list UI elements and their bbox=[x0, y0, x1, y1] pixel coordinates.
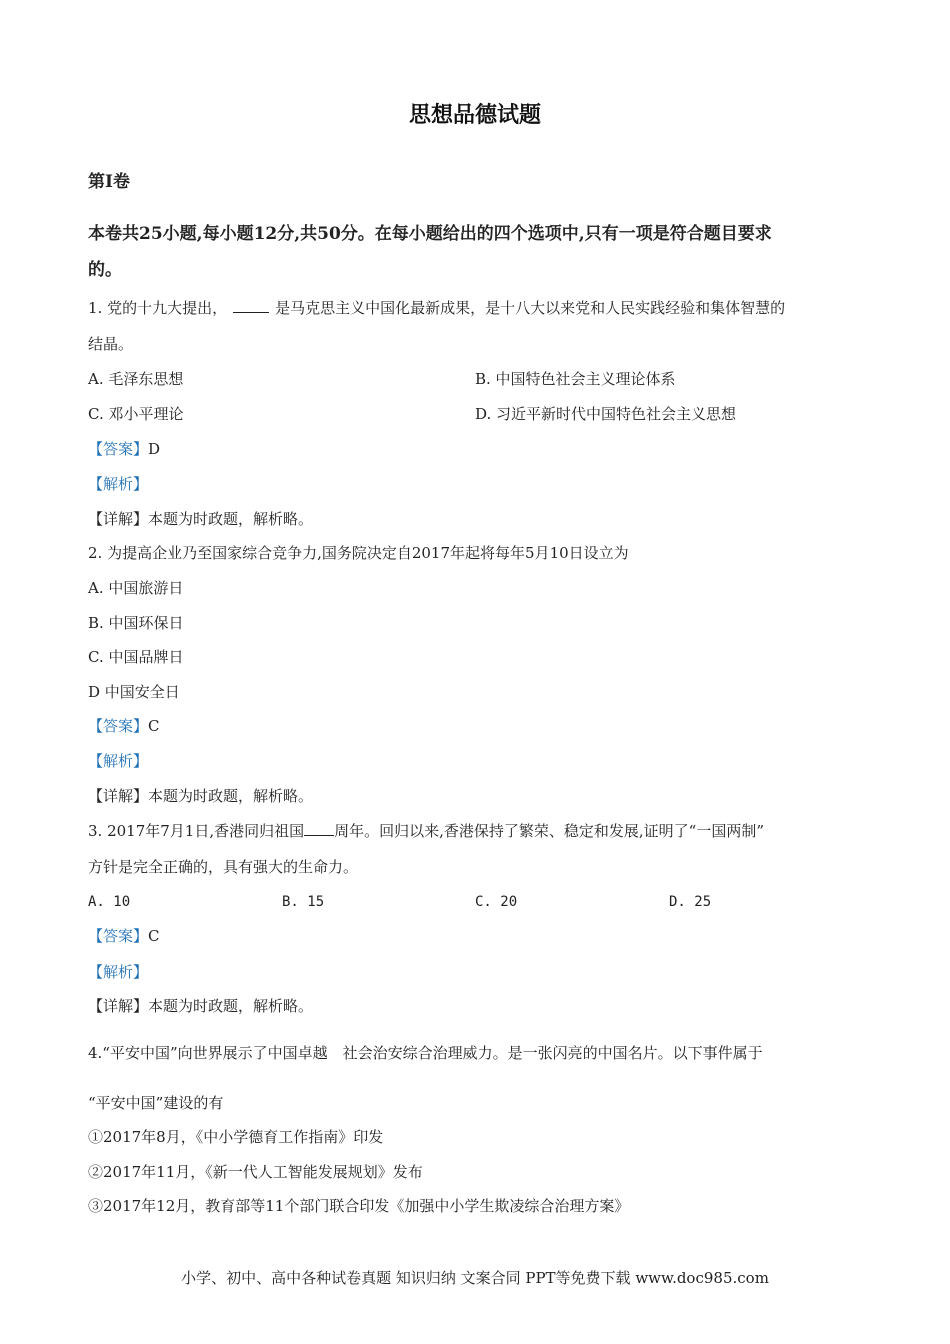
q4-stem-line-2: “平安中国”建设的有 bbox=[88, 1094, 224, 1112]
q3-stem-line-1 bbox=[88, 821, 764, 841]
q1-option-d: D. 习近平新时代中国特色社会主义思想 bbox=[475, 405, 737, 423]
q3-answer-value: C bbox=[148, 927, 160, 945]
q1-answer-label: 【答案】 bbox=[88, 440, 149, 458]
q3-option-d: D. 25 bbox=[669, 894, 712, 910]
q3-option-c: C. 20 bbox=[475, 894, 518, 910]
q1-answer bbox=[88, 439, 160, 459]
q1-stem-line-2: 结晶。 bbox=[88, 335, 134, 353]
q3-blank bbox=[304, 821, 334, 836]
q1-blank bbox=[233, 298, 269, 313]
q3-answer-label: 【答案】 bbox=[88, 927, 149, 945]
q1-detail-label: 【详解】 bbox=[88, 510, 149, 528]
q3-option-b: B. 15 bbox=[282, 894, 325, 910]
q3-stem-part-a: 3. 2017年7月1日,香港同归祖国 bbox=[88, 822, 305, 840]
q1-option-a: A. 毛泽东思想 bbox=[88, 370, 184, 388]
q1-stem-part-a: 1. 党的十九大提出， bbox=[88, 299, 228, 317]
q3-detail bbox=[88, 996, 313, 1016]
q1-detail-text: 本题为时政题，解析略。 bbox=[148, 510, 314, 528]
q2-option-d: D 中国安全日 bbox=[88, 683, 180, 701]
q2-answer bbox=[88, 716, 160, 736]
q1-option-b: B. 中国特色社会主义理论体系 bbox=[475, 370, 676, 388]
q3-analysis-label: 【解析】 bbox=[88, 963, 149, 981]
q1-stem-line-1 bbox=[88, 298, 785, 318]
q3-detail-text: 本题为时政题，解析略。 bbox=[148, 997, 314, 1015]
q1-answer-value: D bbox=[148, 440, 161, 458]
page-footer: 小学、初中、高中各种试卷真题 知识归纳 文案合同 PPT等免费下载 www.doc985.com bbox=[181, 1269, 769, 1287]
q4-item-3: ③2017年12月，教育部等11个部门联合印发《加强中小学生欺凌综合治理方案》 bbox=[88, 1197, 630, 1215]
q4-stem-line-1: 4.“平安中国”向世界展示了中国卓越 社会治安综合治理威力。是一张闪亮的中国名片。以下事件属于 bbox=[88, 1044, 763, 1062]
q4-item-2: ②2017年11月，《新一代人工智能发展规划》发布 bbox=[88, 1163, 423, 1181]
q1-detail bbox=[88, 509, 313, 529]
instruction-line-2: 的。 bbox=[88, 260, 122, 280]
instruction-line-1: 本卷共25小题,每小题12分,共50分。在每小题给出的四个选项中,只有一项是符合题目要求 bbox=[88, 224, 772, 244]
q4-item-1: ①2017年8月，《中小学德育工作指南》印发 bbox=[88, 1128, 384, 1146]
q1-option-c: C. 邓小平理论 bbox=[88, 405, 184, 423]
q2-detail bbox=[88, 786, 313, 806]
q2-detail-label: 【详解】 bbox=[88, 787, 149, 805]
q2-option-a: A. 中国旅游日 bbox=[88, 579, 184, 597]
q1-stem-part-b: 是马克思主义中国化最新成果，是十八大以来党和人民实践经验和集体智慧的 bbox=[275, 299, 786, 317]
q2-option-c: C. 中国品牌日 bbox=[88, 648, 184, 666]
q2-analysis-label: 【解析】 bbox=[88, 752, 149, 770]
page-title: 思想品德试题 bbox=[408, 102, 541, 128]
q3-answer bbox=[88, 926, 160, 946]
volume-heading: 第Ⅰ卷 bbox=[88, 172, 130, 192]
q3-stem-part-b: 周年。回归以来,香港保持了繁荣、稳定和发展,证明了“一国两制” bbox=[334, 822, 764, 840]
q3-stem-line-2: 方针是完全正确的，具有强大的生命力。 bbox=[88, 858, 359, 876]
q2-stem: 2. 为提高企业乃至国家综合竞争力,国务院决定自2017年起将每年5月10日设立为 bbox=[88, 544, 629, 562]
q2-answer-label: 【答案】 bbox=[88, 717, 149, 735]
q2-detail-text: 本题为时政题，解析略。 bbox=[148, 787, 314, 805]
q1-analysis-label: 【解析】 bbox=[88, 475, 149, 493]
q3-detail-label: 【详解】 bbox=[88, 997, 149, 1015]
q3-option-a: A. 10 bbox=[88, 894, 131, 910]
q2-option-b: B. 中国环保日 bbox=[88, 614, 184, 632]
q2-answer-value: C bbox=[148, 717, 160, 735]
